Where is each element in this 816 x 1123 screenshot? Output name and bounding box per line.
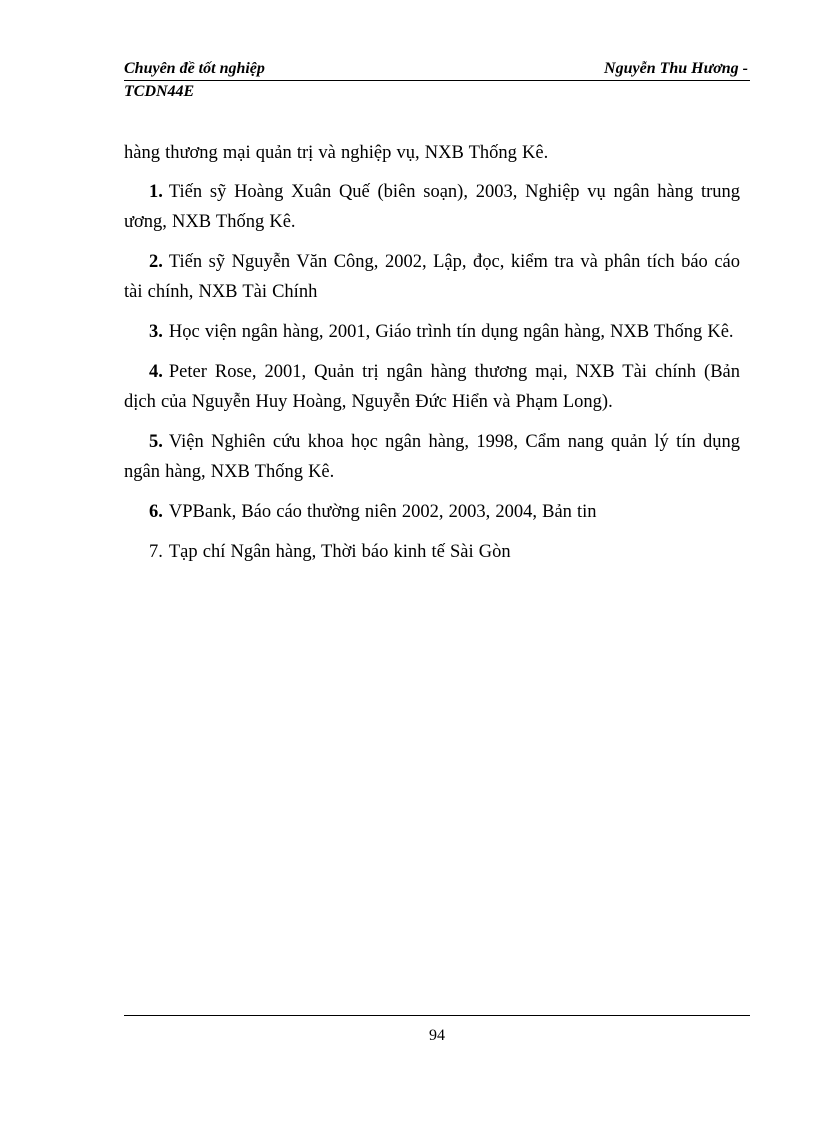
reference-number: 6. bbox=[149, 502, 163, 522]
page-footer bbox=[124, 1015, 750, 1046]
reference-text: Tạp chí Ngân hàng, Thời báo kinh tế Sài Gòn bbox=[168, 542, 511, 562]
reference-text: Học viện ngân hàng, 2001, Giáo trình tín dụng ngân hàng, NXB Thống Kê. bbox=[168, 322, 734, 342]
reference-number: 3. bbox=[149, 322, 163, 342]
reference-number: 7. bbox=[149, 542, 163, 562]
references-list bbox=[124, 138, 740, 577]
reference-text: VPBank, Báo cáo thường niên 2002, 2003, 2004, Bản tin bbox=[168, 502, 597, 522]
reference-number: 4. bbox=[149, 362, 163, 382]
footer-rule bbox=[124, 1015, 750, 1016]
reference-number: 1. bbox=[149, 182, 163, 202]
header-author: Nguyễn Thu Hương - bbox=[604, 60, 748, 77]
reference-item bbox=[124, 497, 740, 527]
page-header bbox=[124, 58, 750, 103]
reference-item bbox=[124, 357, 740, 417]
page-number: 94 bbox=[429, 1027, 445, 1044]
reference-number: 5. bbox=[149, 432, 163, 452]
reference-text: Tiến sỹ Nguyễn Văn Công, 2002, Lập, đọc, kiểm tra và phân tích báo cáo tài chính, NXB Tài Chính bbox=[124, 252, 740, 302]
header-document-title: Chuyên đề tốt nghiệp bbox=[124, 60, 265, 77]
reference-number: 2. bbox=[149, 252, 163, 272]
reference-item bbox=[124, 247, 740, 307]
reference-text: Viện Nghiên cứu khoa học ngân hàng, 1998, Cẩm nang quản lý tín dụng ngân hàng, NXB Thống Kê. bbox=[124, 432, 740, 482]
reference-text: Peter Rose, 2001, Quản trị ngân hàng thương mại, NXB Tài chính (Bản dịch của Nguyễn Huy Hoàng, Nguyễn Đức Hiển và Phạm Long). bbox=[124, 362, 740, 412]
reference-item bbox=[124, 317, 740, 347]
header-class-code: TCDN44E bbox=[124, 83, 195, 100]
reference-continuation: hàng thương mại quản trị và nghiệp vụ, NXB Thống Kê. bbox=[124, 143, 549, 163]
reference-item bbox=[124, 427, 740, 487]
header-row bbox=[124, 58, 750, 80]
reference-item bbox=[124, 177, 740, 237]
reference-item bbox=[124, 537, 740, 567]
reference-text: Tiến sỹ Hoàng Xuân Quế (biên soạn), 2003, Nghiệp vụ ngân hàng trung ương, NXB Thống Kê. bbox=[124, 182, 740, 232]
